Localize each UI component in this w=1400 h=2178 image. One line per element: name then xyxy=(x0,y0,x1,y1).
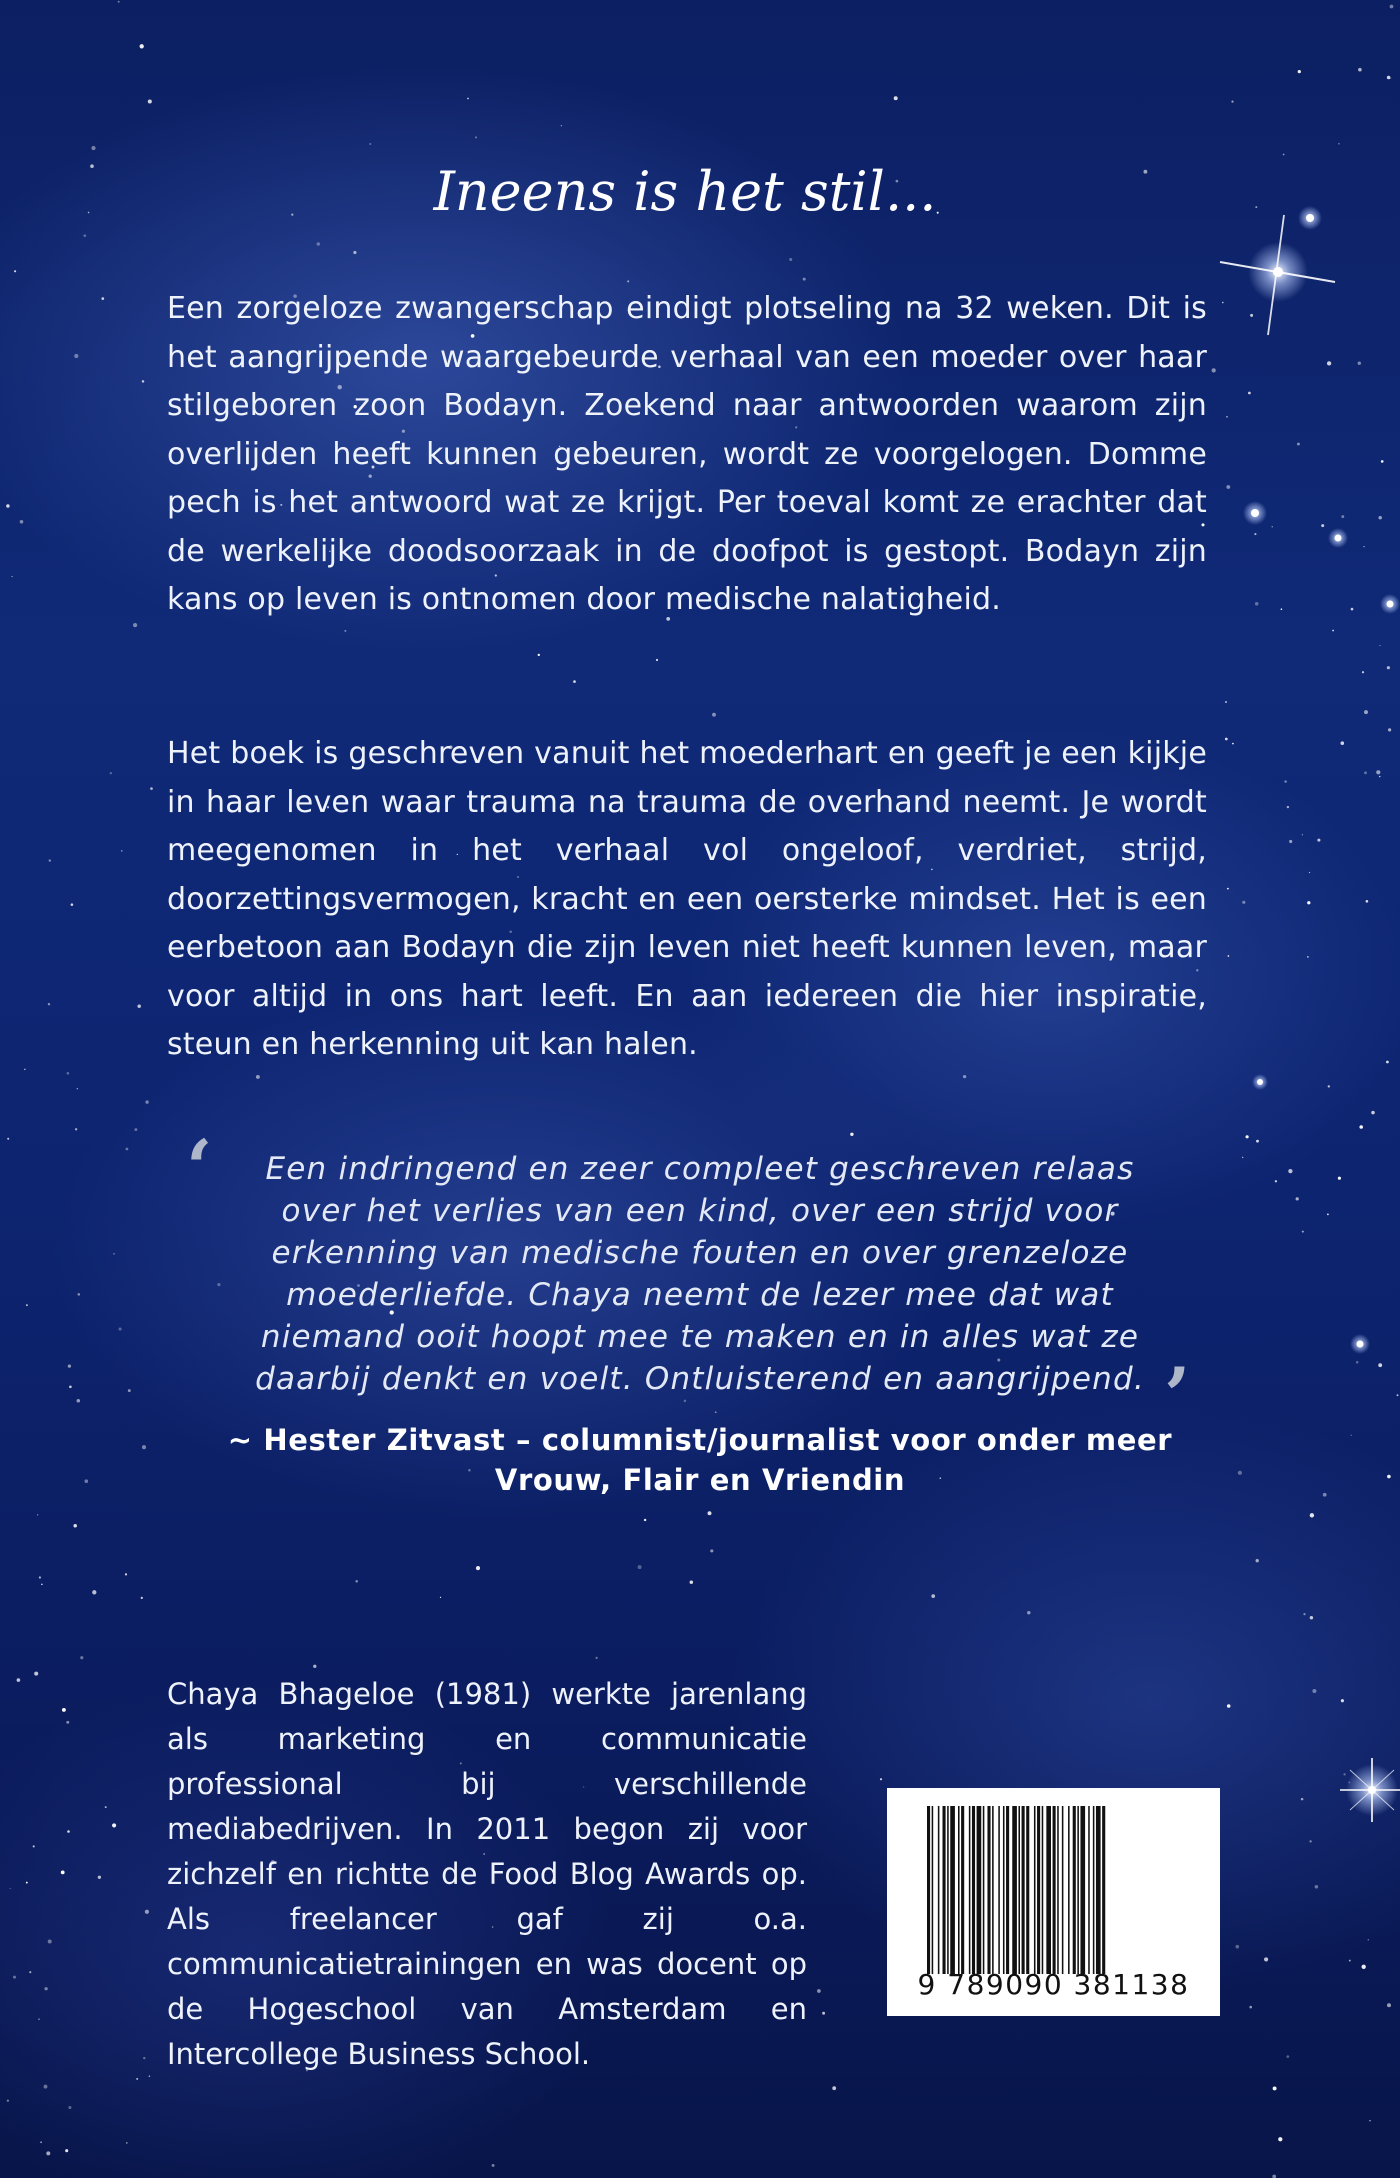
star-dot xyxy=(26,1882,28,1884)
star-dot xyxy=(561,125,562,126)
star-dot xyxy=(1378,516,1381,519)
star-dot xyxy=(353,251,356,254)
star-dot xyxy=(850,1133,853,1136)
star-dot xyxy=(1349,1960,1351,1962)
attribution-line: Vrouw, Flair en Vriendin xyxy=(494,1463,906,1497)
book-back-title: Ineens is het stil... xyxy=(433,160,937,223)
synopsis-paragraph-1: Een zorgeloze zwangerschap eindigt plotseling na 32 weken. Dit is het aangrijpende waargebeurde verhaal van een moeder over haar stilgeboren zoon Bodayn. Zoekend naar antwoorden waarom zijn overlijden heeft kunnen gebeuren, wordt ze voorgelogen. Domme pech is het antwoord wat ze krijgt. Per toeval komt ze erachter dat de werkelijke doodsoorzaak in de doofpot is gestopt. Bodayn zijn kans op leven is ontnomen door medische nalatigheid. xyxy=(167,291,1207,617)
star-dot xyxy=(715,1411,717,1413)
star-dot xyxy=(1358,362,1361,365)
barcode-bar xyxy=(1003,1806,1005,1974)
star-dot xyxy=(1227,888,1229,890)
star-dot xyxy=(150,787,153,790)
star-dot xyxy=(68,1365,71,1368)
star-dot xyxy=(573,680,576,683)
star-dot xyxy=(1226,485,1230,489)
star-dot xyxy=(20,520,24,524)
star-dot xyxy=(710,1549,713,1552)
star-dot xyxy=(34,1672,38,1676)
barcode-bar xyxy=(927,1806,930,1974)
star-dot xyxy=(1386,1061,1389,1064)
star-dot xyxy=(1364,771,1367,774)
open-quote-icon: ‘ xyxy=(186,1123,213,1212)
barcode-bar xyxy=(961,1806,964,1974)
barcode-bar xyxy=(1093,1806,1095,1974)
star-dot xyxy=(1381,460,1384,463)
star-dot xyxy=(133,623,137,627)
star-dot xyxy=(256,1075,260,1079)
star-dot xyxy=(1397,1394,1399,1396)
star-dot xyxy=(1366,900,1369,903)
barcode-bar xyxy=(1026,1806,1029,1974)
quote-line: niemand ooit hoopt mee te maken en in alles wat ze xyxy=(260,1319,1140,1355)
star-dot xyxy=(467,98,469,100)
star-dot xyxy=(7,1138,9,1140)
star-dot xyxy=(77,1399,81,1403)
barcode-bar xyxy=(1018,1806,1020,1974)
star-dot xyxy=(1343,1773,1345,1775)
star-dot xyxy=(1288,1169,1292,1173)
star-dot xyxy=(627,280,629,282)
star-dot xyxy=(1312,1689,1316,1693)
star-dot xyxy=(1264,1957,1268,1961)
star-dot xyxy=(91,146,95,150)
star-dot xyxy=(1338,1177,1341,1180)
star-dot xyxy=(143,2057,145,2059)
star-dot xyxy=(1246,1135,1249,1138)
synopsis-paragraph-2: Het boek is geschreven vanuit het moederhart en geeft je een kijkje in haar leven waar trauma na trauma de overhand neemt. Je wordt meegenomen in het verhaal vol ongeloof, verdriet, strijd, doorzettingsvermogen, kracht en een oersterke mindset. Het is een eerbetoon aan Bodayn die zijn leven niet heeft kunnen leven, maar voor altijd in ons hart leeft. En aan iedereen die hier inspiratie, steun en herkenning uit kan halen. xyxy=(167,736,1207,1062)
star-dot xyxy=(11,576,12,577)
star-dot xyxy=(44,1987,47,1990)
star-dot xyxy=(40,2141,42,2143)
quote-line: moederliefde. Chaya neemt de lezer mee dat wat xyxy=(286,1277,1114,1313)
star-dot xyxy=(1027,1611,1030,1614)
star-dot xyxy=(1387,1475,1391,1479)
barcode-bar xyxy=(1096,1806,1101,1974)
star-dot xyxy=(148,99,152,103)
star-dot xyxy=(48,1003,50,1005)
star-dot xyxy=(145,1100,148,1103)
star-dot xyxy=(1387,2003,1391,2007)
barcode-bar xyxy=(1062,1806,1064,1974)
star-dot xyxy=(1302,834,1303,835)
star-dot xyxy=(1387,76,1391,80)
star-dot xyxy=(126,2142,128,2144)
barcode-bar xyxy=(1080,1806,1085,1974)
star-dot xyxy=(113,1253,114,1254)
star-dot xyxy=(33,1845,35,1847)
barcode-bar xyxy=(1006,1806,1009,1974)
barcode-bar xyxy=(969,1806,971,1974)
star-dot xyxy=(492,2164,495,2167)
bright-star xyxy=(1243,206,1400,1354)
star-dot xyxy=(1369,2120,1370,2121)
star-dot xyxy=(38,2018,40,2020)
barcode-bar xyxy=(1022,1806,1025,1974)
star-dot xyxy=(101,297,104,300)
star-dot xyxy=(1378,1363,1382,1367)
sparkle-star xyxy=(1220,215,1335,335)
star-dot xyxy=(1341,515,1344,518)
star-dot xyxy=(1289,840,1292,843)
star-dot xyxy=(149,2075,150,2076)
star-dot xyxy=(1248,392,1251,395)
star-dot xyxy=(1332,630,1334,632)
star-dot xyxy=(98,1876,101,1879)
star-dot xyxy=(74,354,78,358)
star-dot xyxy=(14,270,16,272)
star-dot xyxy=(44,2085,48,2089)
barcode-bar xyxy=(1034,1806,1036,1974)
star-dot xyxy=(1297,443,1300,446)
star-dot xyxy=(119,1327,122,1330)
star-dot xyxy=(84,234,87,237)
barcode-bar xyxy=(1012,1806,1017,1974)
quote-attribution xyxy=(180,1420,1220,1500)
star-dot xyxy=(142,1445,146,1449)
star-dot xyxy=(140,44,144,48)
star-dot xyxy=(1341,741,1345,745)
star-dot xyxy=(1275,1180,1277,1182)
star-dot xyxy=(1327,1214,1329,1216)
star-dot xyxy=(145,1910,149,1914)
star-dot xyxy=(1307,901,1310,904)
star-dot xyxy=(1284,780,1286,782)
star-dot xyxy=(1327,361,1331,365)
star-dot xyxy=(817,1989,821,1993)
star-dot xyxy=(690,1580,693,1583)
barcode-bar xyxy=(950,1806,955,1974)
star-dot xyxy=(136,2078,138,2080)
star-dot xyxy=(142,380,145,383)
star-dot xyxy=(26,1304,28,1306)
star-dot xyxy=(803,278,806,281)
star-dot xyxy=(1236,1945,1240,1949)
star-dot xyxy=(1226,416,1227,417)
star-dot xyxy=(92,1590,96,1594)
star-dot xyxy=(344,630,346,632)
barcode-bar xyxy=(972,1806,975,1974)
star-dot xyxy=(1362,671,1364,673)
star-dot xyxy=(1328,1085,1330,1087)
barcode-bar xyxy=(1053,1806,1056,1974)
star-dot xyxy=(1242,901,1245,904)
star-dot xyxy=(1309,1840,1311,1842)
sparkle-star xyxy=(1340,1758,1400,1822)
star-dot xyxy=(1390,5,1394,9)
barcode-bars xyxy=(927,1806,1180,1974)
star-dot xyxy=(134,1128,137,1131)
star-dot xyxy=(48,1940,52,1944)
star-dot xyxy=(595,1657,597,1659)
barcode-bar xyxy=(943,1806,946,1974)
star-dot xyxy=(832,2086,836,2090)
barcode-bar xyxy=(1037,1806,1040,1974)
star-dot xyxy=(46,2151,50,2155)
review-quote xyxy=(180,1148,1220,1400)
barcode-bar xyxy=(1077,1806,1079,1974)
barcode-bar xyxy=(958,1806,960,1974)
star-dot xyxy=(1358,68,1362,72)
quote-line: over het verlies van een kind, over een strijd voor xyxy=(281,1193,1119,1229)
barcode-bar xyxy=(1088,1806,1090,1974)
star-dot xyxy=(538,654,540,656)
star-dot xyxy=(69,1385,72,1388)
star-dot xyxy=(1256,1559,1259,1562)
star-dot xyxy=(1228,955,1230,957)
star-dot xyxy=(1296,1197,1299,1200)
star-dot xyxy=(13,1976,16,1979)
star-dot xyxy=(110,772,112,774)
quote-line: Een indringend en zeer compleet geschreven relaas xyxy=(265,1151,1135,1187)
star-dot xyxy=(1254,533,1256,535)
star-dot xyxy=(126,1148,129,1151)
star-dot xyxy=(1273,2086,1277,2090)
star-dot xyxy=(1232,743,1234,745)
star-dot xyxy=(1368,1939,1369,1940)
star-dot xyxy=(931,1594,935,1598)
star-dot xyxy=(118,1,120,3)
barcode-bar xyxy=(947,1806,949,1974)
quote-line: erkenning van medische fouten en over grenzeloze xyxy=(271,1235,1129,1271)
star-dot xyxy=(1302,1231,1304,1233)
star-dot xyxy=(1356,1361,1359,1364)
isbn-barcode xyxy=(887,1788,1220,2016)
star-dot xyxy=(128,1389,131,1392)
star-dot xyxy=(1255,602,1259,606)
star-dot xyxy=(638,1565,642,1569)
star-dot xyxy=(1212,368,1216,372)
star-dot xyxy=(62,1708,66,1712)
star-dot xyxy=(1307,956,1309,958)
star-dot xyxy=(1286,2055,1289,2058)
star-dot xyxy=(39,1576,41,1578)
star-dot xyxy=(1272,2175,1276,2178)
star-dot xyxy=(1249,2006,1252,2009)
isbn-number: 9 789090 381138 xyxy=(917,1968,1190,2001)
star-dot xyxy=(1359,1125,1363,1129)
attribution-line: ~ Hester Zitvast – columnist/journalist voor onder meer xyxy=(227,1423,1173,1457)
star-dot xyxy=(137,1004,140,1007)
barcode-bar xyxy=(1046,1806,1051,1974)
star-dot xyxy=(1387,666,1390,669)
star-dot xyxy=(1225,701,1227,703)
star-dot xyxy=(73,1524,77,1528)
star-dot xyxy=(1242,1157,1243,1158)
barcode-bar xyxy=(977,1806,982,1974)
star-dot xyxy=(1256,1140,1259,1143)
star-dot xyxy=(1323,1493,1327,1497)
star-dot xyxy=(1364,710,1368,714)
star-dot xyxy=(644,1519,646,1521)
star-dot xyxy=(85,1479,89,1483)
star-dot xyxy=(476,1566,480,1570)
star-dot xyxy=(1362,1965,1366,1969)
star-dot xyxy=(112,1823,116,1827)
star-dot xyxy=(141,1597,143,1599)
star-dot xyxy=(440,1597,441,1598)
star-dot xyxy=(78,1293,81,1296)
star-dot xyxy=(37,1514,38,1515)
star-dot xyxy=(1351,608,1354,611)
author-bio: Chaya Bhageloe (1981) werkte jarenlang als marketing en communicatie professional bij verschillende mediabedrijven. In 2011 begon zij voor zichzelf en richtte de Food Blog Awards op. Als freelancer gaf zij o.a. communicatietrainingen en was docent op de Hogeschool van Amsterdam en Intercollege Business School. xyxy=(167,1677,807,2071)
star-dot xyxy=(1363,546,1364,547)
barcode-bar xyxy=(987,1806,990,1974)
star-dot xyxy=(41,1584,42,1585)
star-dot xyxy=(1341,1699,1344,1702)
star-dot xyxy=(1315,1885,1319,1889)
star-dot xyxy=(29,1971,31,1973)
star-dot xyxy=(1388,728,1391,731)
star-dot xyxy=(1278,2137,1282,2141)
barcode-bar xyxy=(932,1806,934,1974)
star-dot xyxy=(1376,770,1380,774)
star-dot xyxy=(1351,1435,1352,1436)
star-dot xyxy=(1281,608,1283,610)
barcode-bar xyxy=(1042,1806,1044,1974)
barcode-bar xyxy=(983,1806,985,1974)
star-dot xyxy=(24,1069,25,1070)
star-dot xyxy=(1379,776,1381,778)
star-dot xyxy=(1317,839,1320,842)
star-dot xyxy=(67,1830,70,1833)
star-dot xyxy=(1225,738,1228,741)
star-dot xyxy=(894,96,898,100)
star-dot xyxy=(1338,143,1340,145)
star-dot xyxy=(712,713,716,717)
star-dot xyxy=(125,1573,127,1575)
star-dot xyxy=(1227,1704,1231,1708)
star-dot xyxy=(313,1665,316,1668)
star-dot xyxy=(317,242,321,246)
barcode-bar xyxy=(1057,1806,1059,1974)
star-dot xyxy=(1310,1513,1314,1517)
barcode-bar xyxy=(992,1806,994,1974)
star-dot xyxy=(7,2100,9,2102)
star-dot xyxy=(355,1580,358,1583)
star-dot xyxy=(1231,100,1233,102)
star-dot xyxy=(369,143,371,145)
star-dot xyxy=(1321,524,1324,527)
star-dot xyxy=(65,2149,68,2152)
star-dot xyxy=(880,1778,882,1780)
star-dot xyxy=(75,1128,77,1130)
star-dot xyxy=(963,1075,966,1078)
star-dot xyxy=(475,136,477,138)
barcode-bar xyxy=(998,1806,1000,1974)
star-dot xyxy=(105,1806,107,1808)
star-dot xyxy=(68,2106,71,2109)
star-dot xyxy=(684,1400,687,1403)
barcode-bar xyxy=(938,1806,940,1974)
barcode-bar xyxy=(1102,1806,1105,1974)
star-dot xyxy=(80,1656,83,1659)
star-dot xyxy=(71,903,74,906)
star-dot xyxy=(1371,1111,1374,1114)
star-dot xyxy=(1298,70,1301,73)
star-dot xyxy=(656,659,658,661)
star-dot xyxy=(1250,314,1253,317)
star-dot xyxy=(1301,1798,1304,1801)
star-dot xyxy=(1238,1471,1242,1475)
star-dot xyxy=(49,859,51,861)
star-dot xyxy=(822,2012,825,2015)
barcode-bar xyxy=(1068,1806,1070,1974)
quote-line: daarbij denkt en voelt. Ontluisterend en aangrijpend. xyxy=(255,1361,1145,1397)
star-dot xyxy=(1271,526,1272,527)
star-dot xyxy=(121,850,122,851)
star-dot xyxy=(1287,806,1289,808)
star-dot xyxy=(1309,872,1310,873)
star-dot xyxy=(67,1072,70,1075)
star-dot xyxy=(1310,1616,1313,1619)
star-dot xyxy=(1283,154,1285,156)
star-dot xyxy=(10,1888,11,1889)
star-dot xyxy=(1379,645,1380,646)
star-dot xyxy=(66,1721,69,1724)
star-dot xyxy=(6,504,9,507)
star-dot xyxy=(1303,1613,1305,1615)
barcode-bar xyxy=(1073,1806,1076,1974)
close-quote-icon: ’ xyxy=(1164,1351,1191,1440)
star-dot xyxy=(789,258,792,261)
star-dot xyxy=(61,1871,65,1875)
star-dot xyxy=(77,1088,78,1089)
star-dot xyxy=(17,1678,21,1682)
star-dot xyxy=(1222,302,1224,304)
star-dot xyxy=(708,1511,712,1515)
